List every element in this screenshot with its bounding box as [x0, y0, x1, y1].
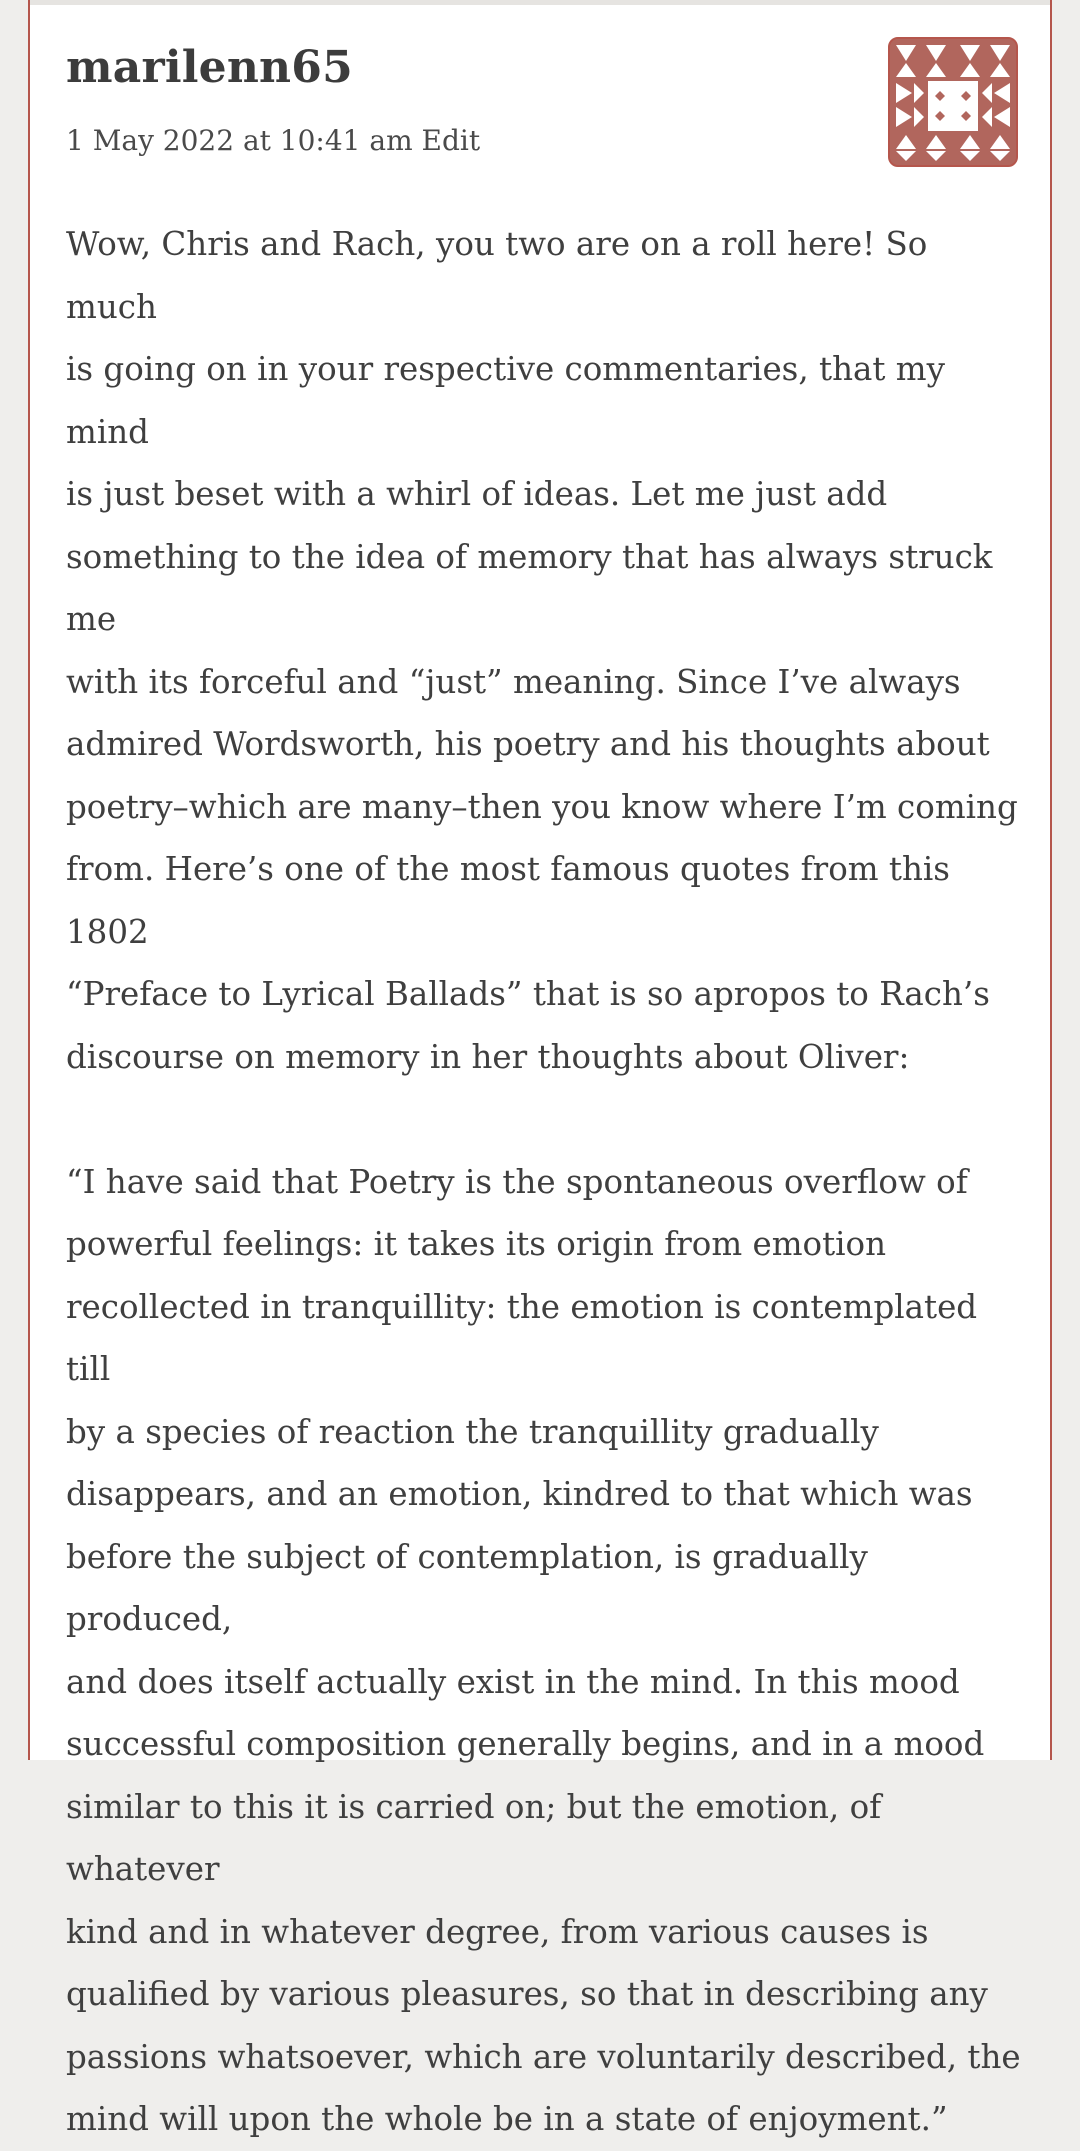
comment-date[interactable]: 1 May 2022 at 10:41 am: [66, 124, 413, 157]
identicon-avatar-icon: [890, 39, 1016, 165]
comment-quote-paragraph: “I have said that Poetry is the spontaneous overflow of powerful feelings: it takes its origin from emotion recollected in tranquillity: the emotion is contemplated till by a species of reaction the tranquillity gradually disappears, and an emotion, kindred to that which was before the subject of contemplation, is gradually produced, and does itself actually exist in the mind. In this mood successful composition generally begins, and in a mood similar to this it is carried on; but the emotion, of whatever kind and in whatever degree, from various causes is qualified by various pleasures, so that in describing any passions whatsoever, which are voluntarily described, the mind will upon the whole be in a state of enjoyment.”: [66, 1162, 1021, 2138]
divider: [30, 0, 1050, 5]
comment-meta: [66, 124, 480, 157]
comment-body: [66, 213, 1026, 2151]
comment-paragraph: Wow, Chris and Rach, you two are on a roll here! So much is going on in your respective commentaries, that my mind is just beset with a whirl of ideas. Let me just add something to the idea of memory that has always struck me with its forceful and “just” meaning. Since I’ve always admired Wordsworth, his poetry and his thoughts about poetry–which are many–then you know where I’m coming from. Here’s one of the most famous quotes from this 1802 “Preface to Lyrical Ballads” that is so apropos to Rach’s discourse on memory in her thoughts about Oliver:: [66, 225, 1018, 1076]
edit-link[interactable]: Edit: [421, 124, 481, 157]
comment-card: [28, 0, 1052, 2138]
comment-author[interactable]: marilenn65: [66, 42, 353, 93]
avatar: [888, 37, 1018, 167]
